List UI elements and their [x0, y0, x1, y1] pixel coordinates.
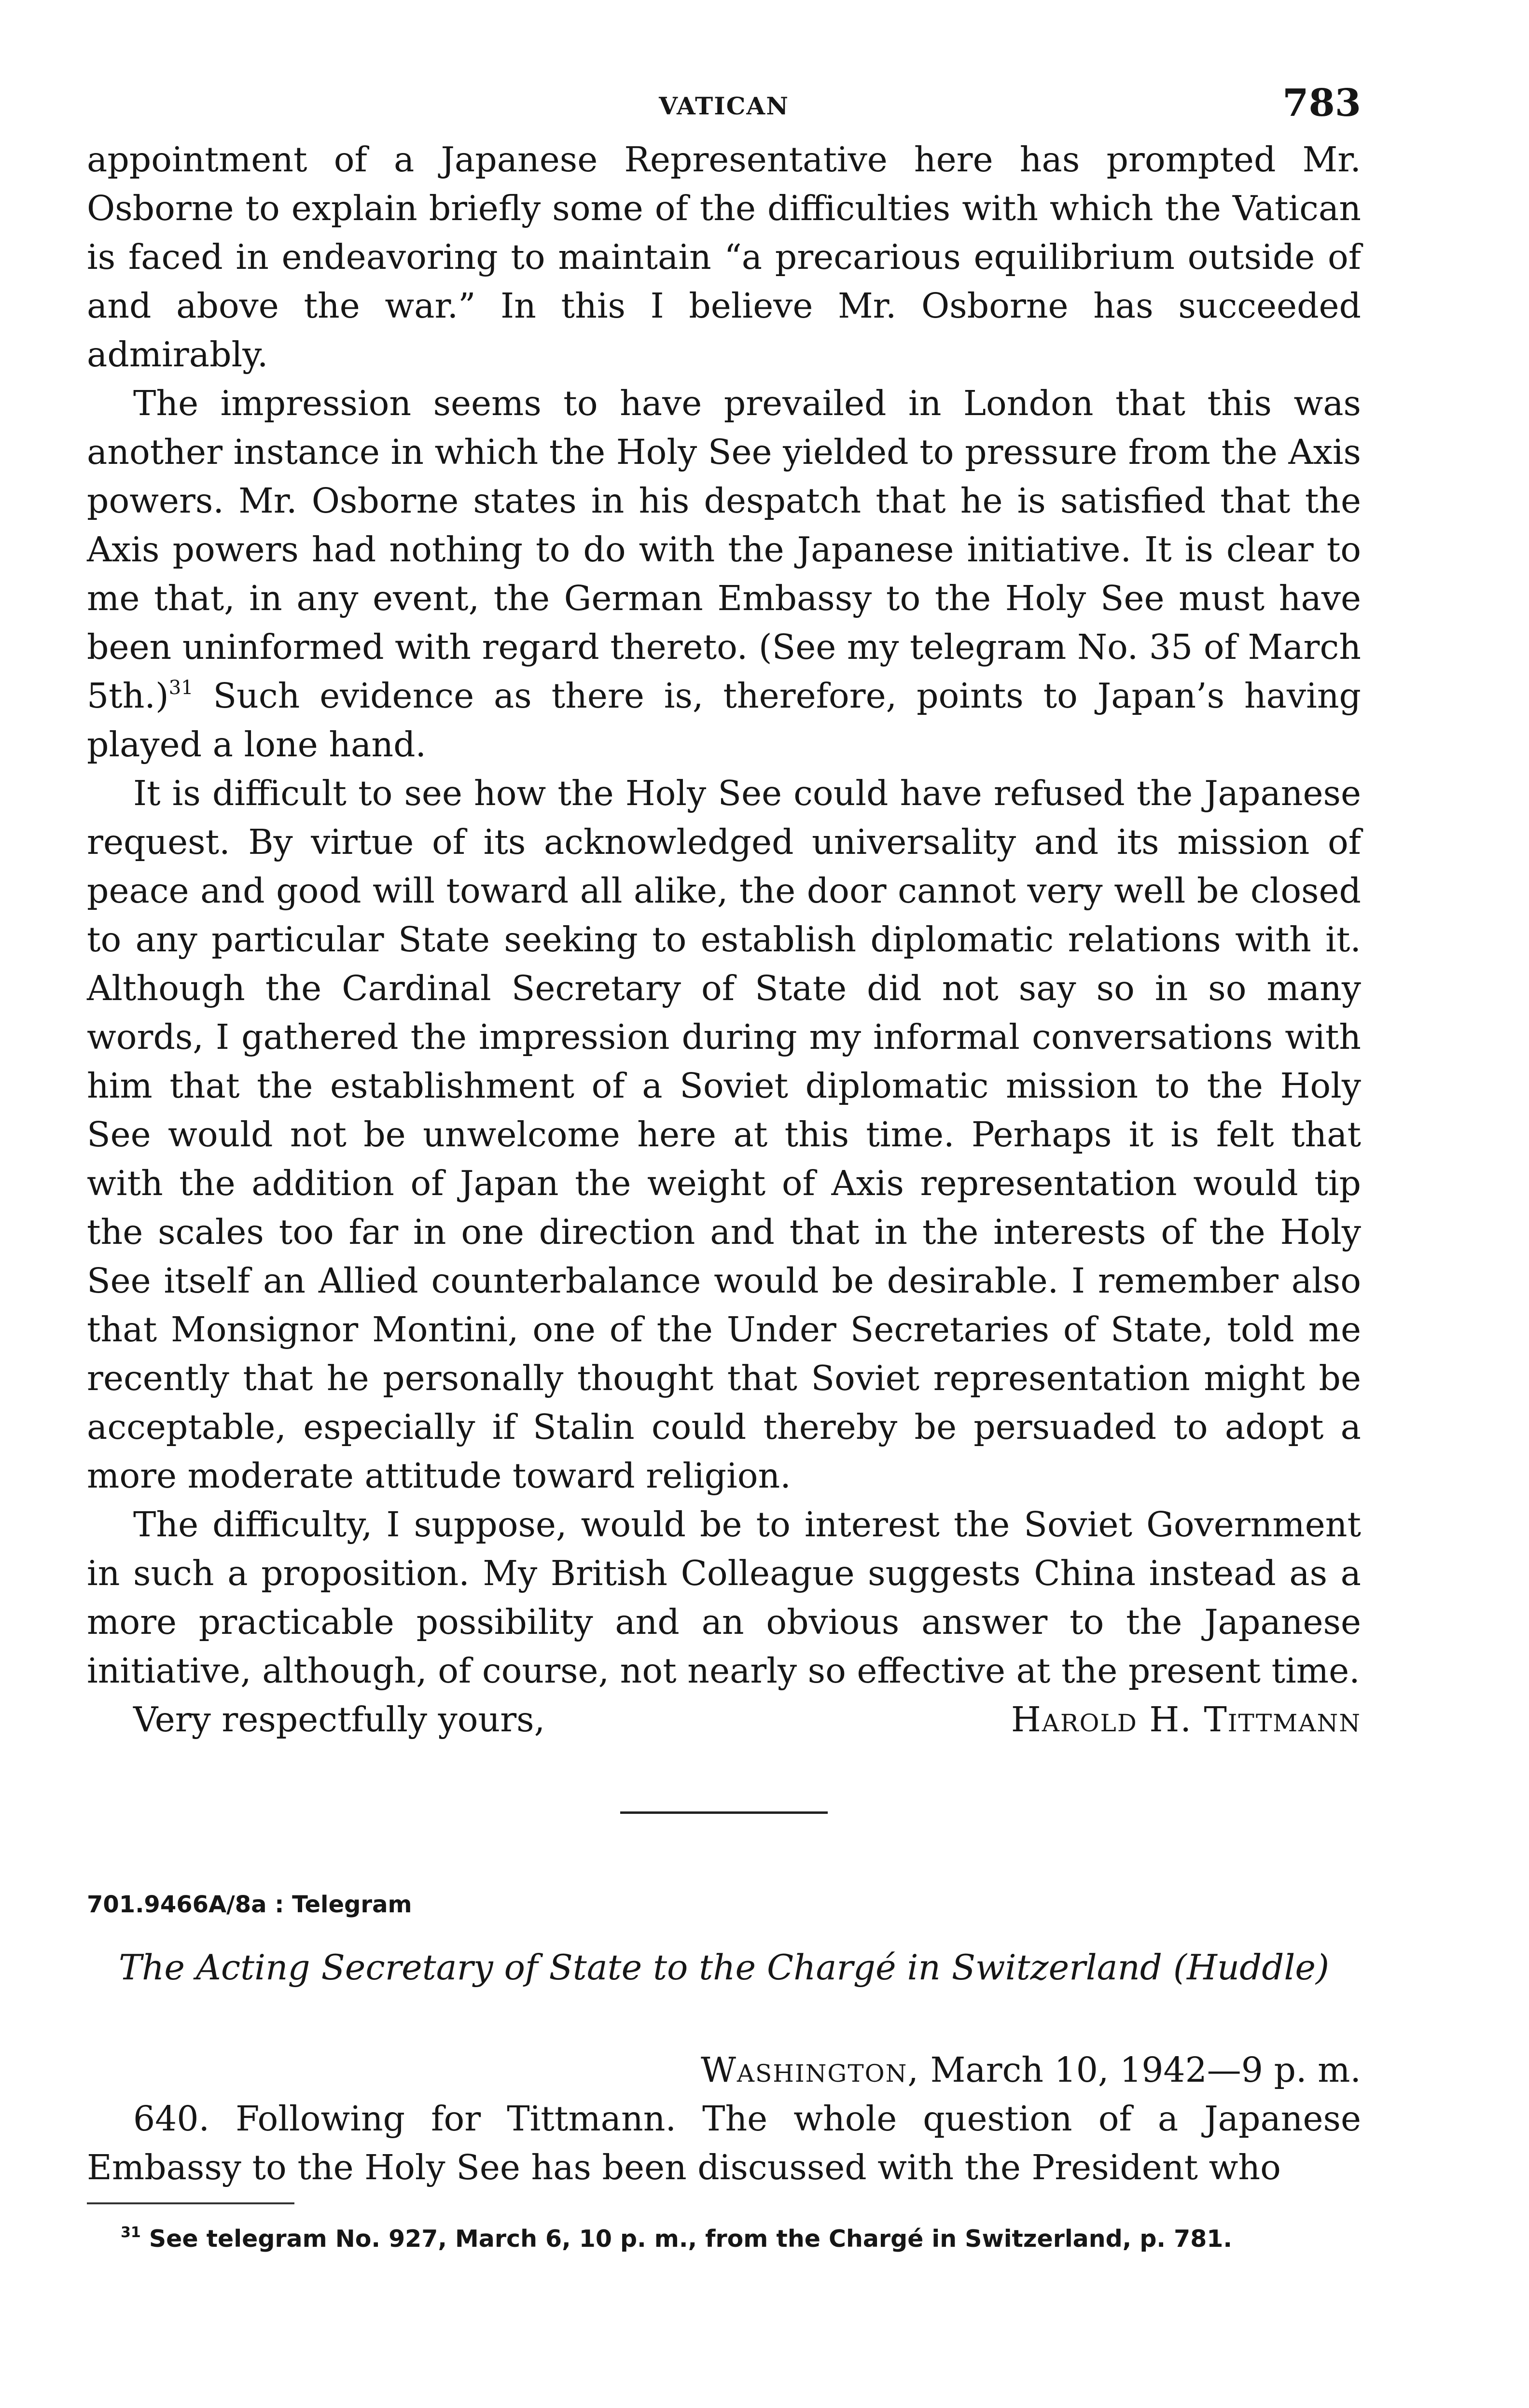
dateline-date: March 10, 1942—9 p. m. [930, 2050, 1361, 2090]
telegram-body [87, 2094, 1361, 2192]
closing-phrase: Very respectfully yours, [133, 1699, 545, 1740]
dateline [87, 2046, 1361, 2094]
footnote-divider [87, 2202, 294, 2204]
paragraph-impression-text: The impression seems to have prevailed in London that this was another instance in which the Holy See yielded to pressure from the Axis powers. Mr. Osborne states in his despatch that he is satisfied that the Axis powers had nothing to do with the Japanese initiative. It is clear to me that, in any event, the German Embassy to the Holy See must have been uninformed with regard thereto. (See my telegram No. 35 of March 5th.) [87, 383, 1361, 716]
footnote [87, 2222, 1361, 2256]
paragraph-difficulty: The difficulty, I suppose, would be to interest the Soviet Government in such a proposition. My British Colleague suggests China instead as a more practicable possibility and an obvious answer to the Japanese initiative, although, of course, not nearly so effective at the present time. [87, 1504, 1361, 1691]
paragraph-impression [87, 379, 1361, 769]
running-title: VATICAN [659, 92, 789, 120]
section-divider [620, 1811, 828, 1814]
footnote-text: See telegram No. 927, March 6, 10 p. m., from the Chargé in Switzerland, p. 781. [149, 2225, 1233, 2253]
paragraph-difficult: It is difficult to see how the Holy See could have refused the Japanese request. By virtue of its acknowledged universality and its mission of peace and good will toward all alike, the door cannot very well be closed to any particular State seeking to establish diplomatic relations with it. Although the Cardinal Secretary of State did not say so in so many words, I gathered the impression during my informal conversations with him that the establishment of a Soviet diplomatic mission to the Holy See would not be unwelcome here at this time. Perhaps it is felt that with the addition of Japan the weight of Axis representation would tip the scales too far in one direction and that in the interests of the Holy See itself an Allied counterbalance would be desirable. I remember also that Monsignor Montini, one of the Under Secretaries of State, told me recently that he personally thought that Soviet representation might be acceptable, especially if Stalin could thereby be persuaded to adopt a more moderate attitude toward religion. [87, 773, 1361, 1496]
dateline-place: Washington, [700, 2050, 919, 2090]
letter-closing [87, 1695, 1361, 1744]
document-page [87, 72, 1361, 2370]
letter-body [87, 135, 1361, 1695]
signature: Harold H. Tittmann [1011, 1699, 1361, 1740]
paragraph-continued: appointment of a Japanese Representative here has prompted Mr. Osborne to explain briefly some of the difficulties with which the Vatican is faced in endeavoring to maintain “a precarious equilibrium outside of and above the war.” In this I believe Mr. Osborne has succeeded admirably. [87, 139, 1361, 375]
paragraph-impression-tail: Such evidence as there is, therefore, points to Japan’s having played a lone hand. [87, 676, 1361, 765]
footnote-number: 31 [121, 2224, 141, 2241]
footnote-reference: 31 [168, 677, 194, 699]
telegram-opening: 640. Following for Tittmann. The whole question of a Japanese Embassy to the Holy See has been discussed with the President who [87, 2099, 1361, 2187]
document-heading: The Acting Secretary of State to the Chargé in Switzerland (Huddle) [118, 1947, 1330, 1988]
running-head [87, 72, 1361, 135]
page-number: 783 [1282, 81, 1361, 125]
file-reference: 701.9466A/8a : Telegram [87, 1891, 412, 1918]
